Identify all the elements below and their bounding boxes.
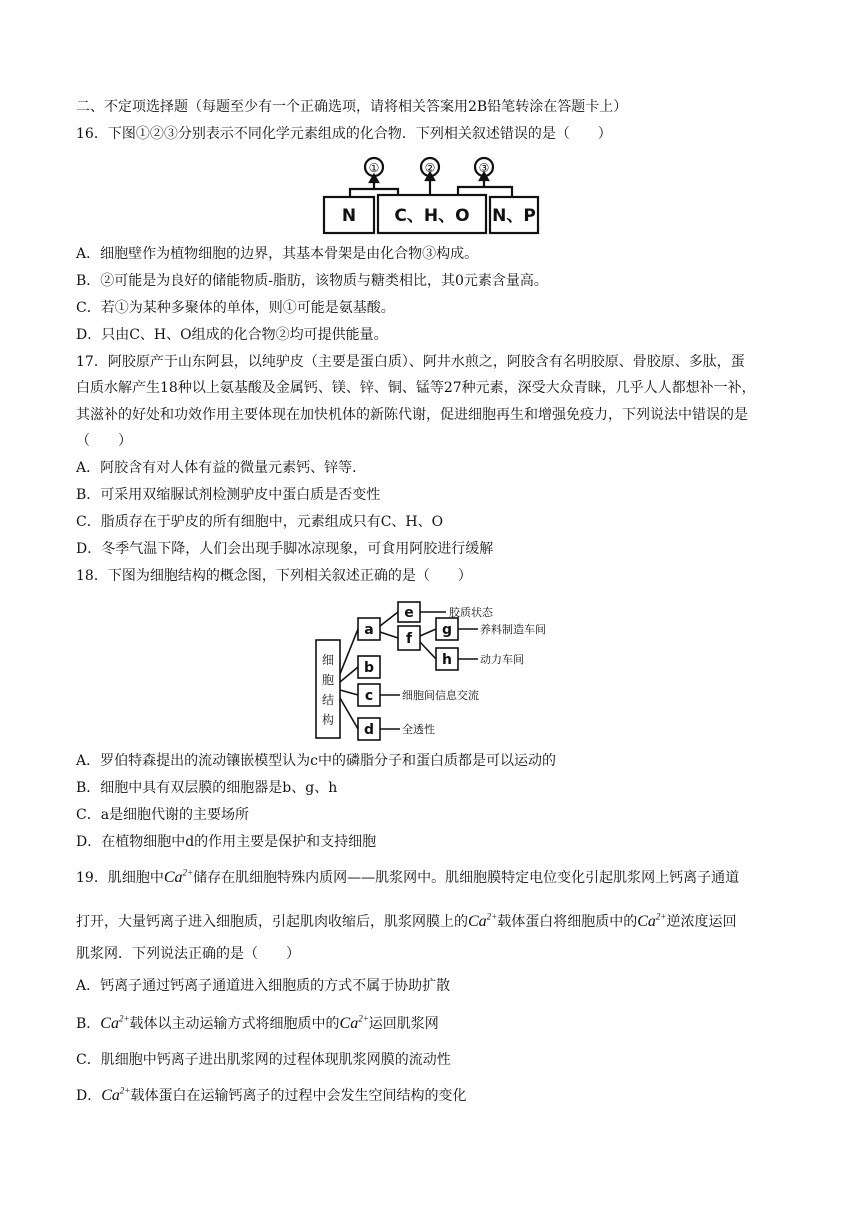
q19-ion-formula: $Ca^{2+}$ [468, 911, 498, 930]
q18-node-f: f [405, 631, 413, 647]
q17-option-d: D．冬季气温下降，人们会出现手脚冰凉现象，可食用阿胶进行缓解 [76, 541, 494, 557]
q18-label-e: 胶质状态 [449, 606, 493, 619]
q16-marker-3: ③ [478, 161, 490, 175]
q19-ion-formula: $Ca^{2+}$ [163, 867, 194, 886]
q18-node-e: e [404, 605, 414, 621]
q17-option-a: A．阿胶含有对人体有益的微量元素钙、锌等． [76, 460, 367, 476]
q16-marker-2: ② [424, 161, 436, 175]
q19-ion-formula: $Ca^{2+}$ [101, 1085, 131, 1104]
q18-label-c: 细胞间信息交流 [402, 689, 479, 702]
q18-label-h: 动力车间 [480, 653, 524, 666]
q19-option-a: A．钙离子通过钙离子通道进入细胞质的方式不属于协助扩散 [76, 978, 451, 994]
q19-option-c: C．肌细胞中钙离子进出肌浆网的过程体现肌浆网膜的流动性 [76, 1052, 451, 1068]
q17-option-b: B．可采用双缩脲试剂检测驴皮中蛋白质是否变性 [76, 487, 381, 503]
q19-option-b: B．$Ca^{2+}$载体以主动运输方式将细胞质中的$Ca^{2+}$运回肌浆网 [76, 1013, 439, 1032]
q16-marker-1: ① [368, 161, 380, 175]
q18-option-c: C．a是细胞代谢的主要场所 [76, 807, 250, 823]
q17-stem-line-1: 17．阿胶原产于山东阿县，以纯驴皮（主要是蛋白质）、阿井水煎之，阿胶含有名明胶原、骨胶原、多肽，蛋 [76, 354, 745, 370]
q18-option-b: B．细胞中具有双层膜的细胞器是b、g、h [76, 780, 338, 796]
q16-option-a: A．细胞壁作为植物细胞的边界，其基本骨架是由化合物③构成。 [76, 246, 479, 262]
q18-node-g: g [441, 622, 453, 638]
q16-option-b: B．②可能是为良好的储能物质-脂肪，该物质与糖类相比，其0元素含量高。 [76, 273, 548, 289]
q17-stem-line-2: 白质水解产生18种以上氨基酸及金属钙、镁、锌、铜、锰等27种元素，深受大众青睐，几乎人人都想补一补， [76, 380, 756, 396]
q18-option-a: A．罗伯特森提出的流动镶嵌模型认为c中的磷脂分子和蛋白质都是可以运动的 [76, 753, 556, 769]
q18-node-c: c [364, 688, 374, 704]
q19-ion-formula: $Ca^{2+}$ [339, 1013, 369, 1032]
q18-option-d: D．在植物细胞中d的作用主要是保护和支持细胞 [76, 834, 377, 850]
q19-stem-line-2: 打开，大量钙离子进入细胞质，引起肌肉收缩后，肌浆网膜上的$Ca^{2+}$载体蛋白将细胞质中的$Ca^{2+}$逆浓度运回 [76, 911, 737, 930]
q18-node-a: a [364, 622, 374, 638]
section-heading: 二、不定项选择题（每题至少有一个正确选项，请将相关答案用2B铅笔转涂在答题卡上） [76, 99, 628, 115]
q18-root-char-4: 构 [321, 713, 335, 727]
q18-root-char-3: 结 [321, 693, 335, 707]
q16-option-d: D．只由C、H、O组成的化合物②均可提供能量。 [76, 327, 388, 343]
q18-node-d: d [363, 722, 375, 738]
q18-label-g: 养料制造车间 [480, 623, 546, 636]
q18-label-d: 全透性 [402, 723, 435, 736]
q18-root-char-1: 细 [321, 653, 335, 667]
q16-element-diagram [322, 155, 542, 237]
q19-option-d: D．$Ca^{2+}$载体蛋白在运输钙离子的过程中会发生空间结构的变化 [76, 1085, 467, 1104]
q18-root-char-2: 胞 [321, 673, 335, 687]
q19-ion-formula: $Ca^{2+}$ [100, 1013, 130, 1032]
q16-box-cho: C、H、O [394, 206, 470, 226]
q17-stem-line-3: 其滋补的好处和功效作用主要体现在加快机体的新陈代谢，促进细胞再生和增强免疫力，下列说法中错误的是 [76, 407, 748, 423]
q16-box-n: N [341, 206, 357, 226]
q18-concept-map [312, 594, 562, 744]
q16-box-np: N、P [492, 206, 536, 226]
q19-stem-line-3: 肌浆网．下列说法正确的是（ ） [76, 946, 300, 962]
q19-ion-formula: $Ca^{2+}$ [637, 911, 667, 930]
q16-stem: 16．下图①②③分别表示不同化学元素组成的化合物．下列相关叙述错误的是（ ） [76, 126, 612, 142]
q17-stem-line-4: （ ） [76, 433, 132, 449]
q18-stem: 18．下图为细胞结构的概念图，下列相关叙述正确的是（ ） [76, 568, 472, 584]
q18-node-h: h [442, 652, 452, 668]
q17-option-c: C．脂质存在于驴皮的所有细胞中，元素组成只有C、H、O [76, 514, 444, 530]
q16-option-c: C．若①为某种多聚体的单体，则①可能是氨基酸。 [76, 300, 395, 316]
q19-stem-line-1: 19．肌细胞中$Ca^{2+}$储存在肌细胞特殊内质网——肌浆网中。肌细胞膜特定电位变化引起肌浆网上钙离子通道 [76, 867, 740, 886]
q18-node-b: b [363, 660, 375, 676]
